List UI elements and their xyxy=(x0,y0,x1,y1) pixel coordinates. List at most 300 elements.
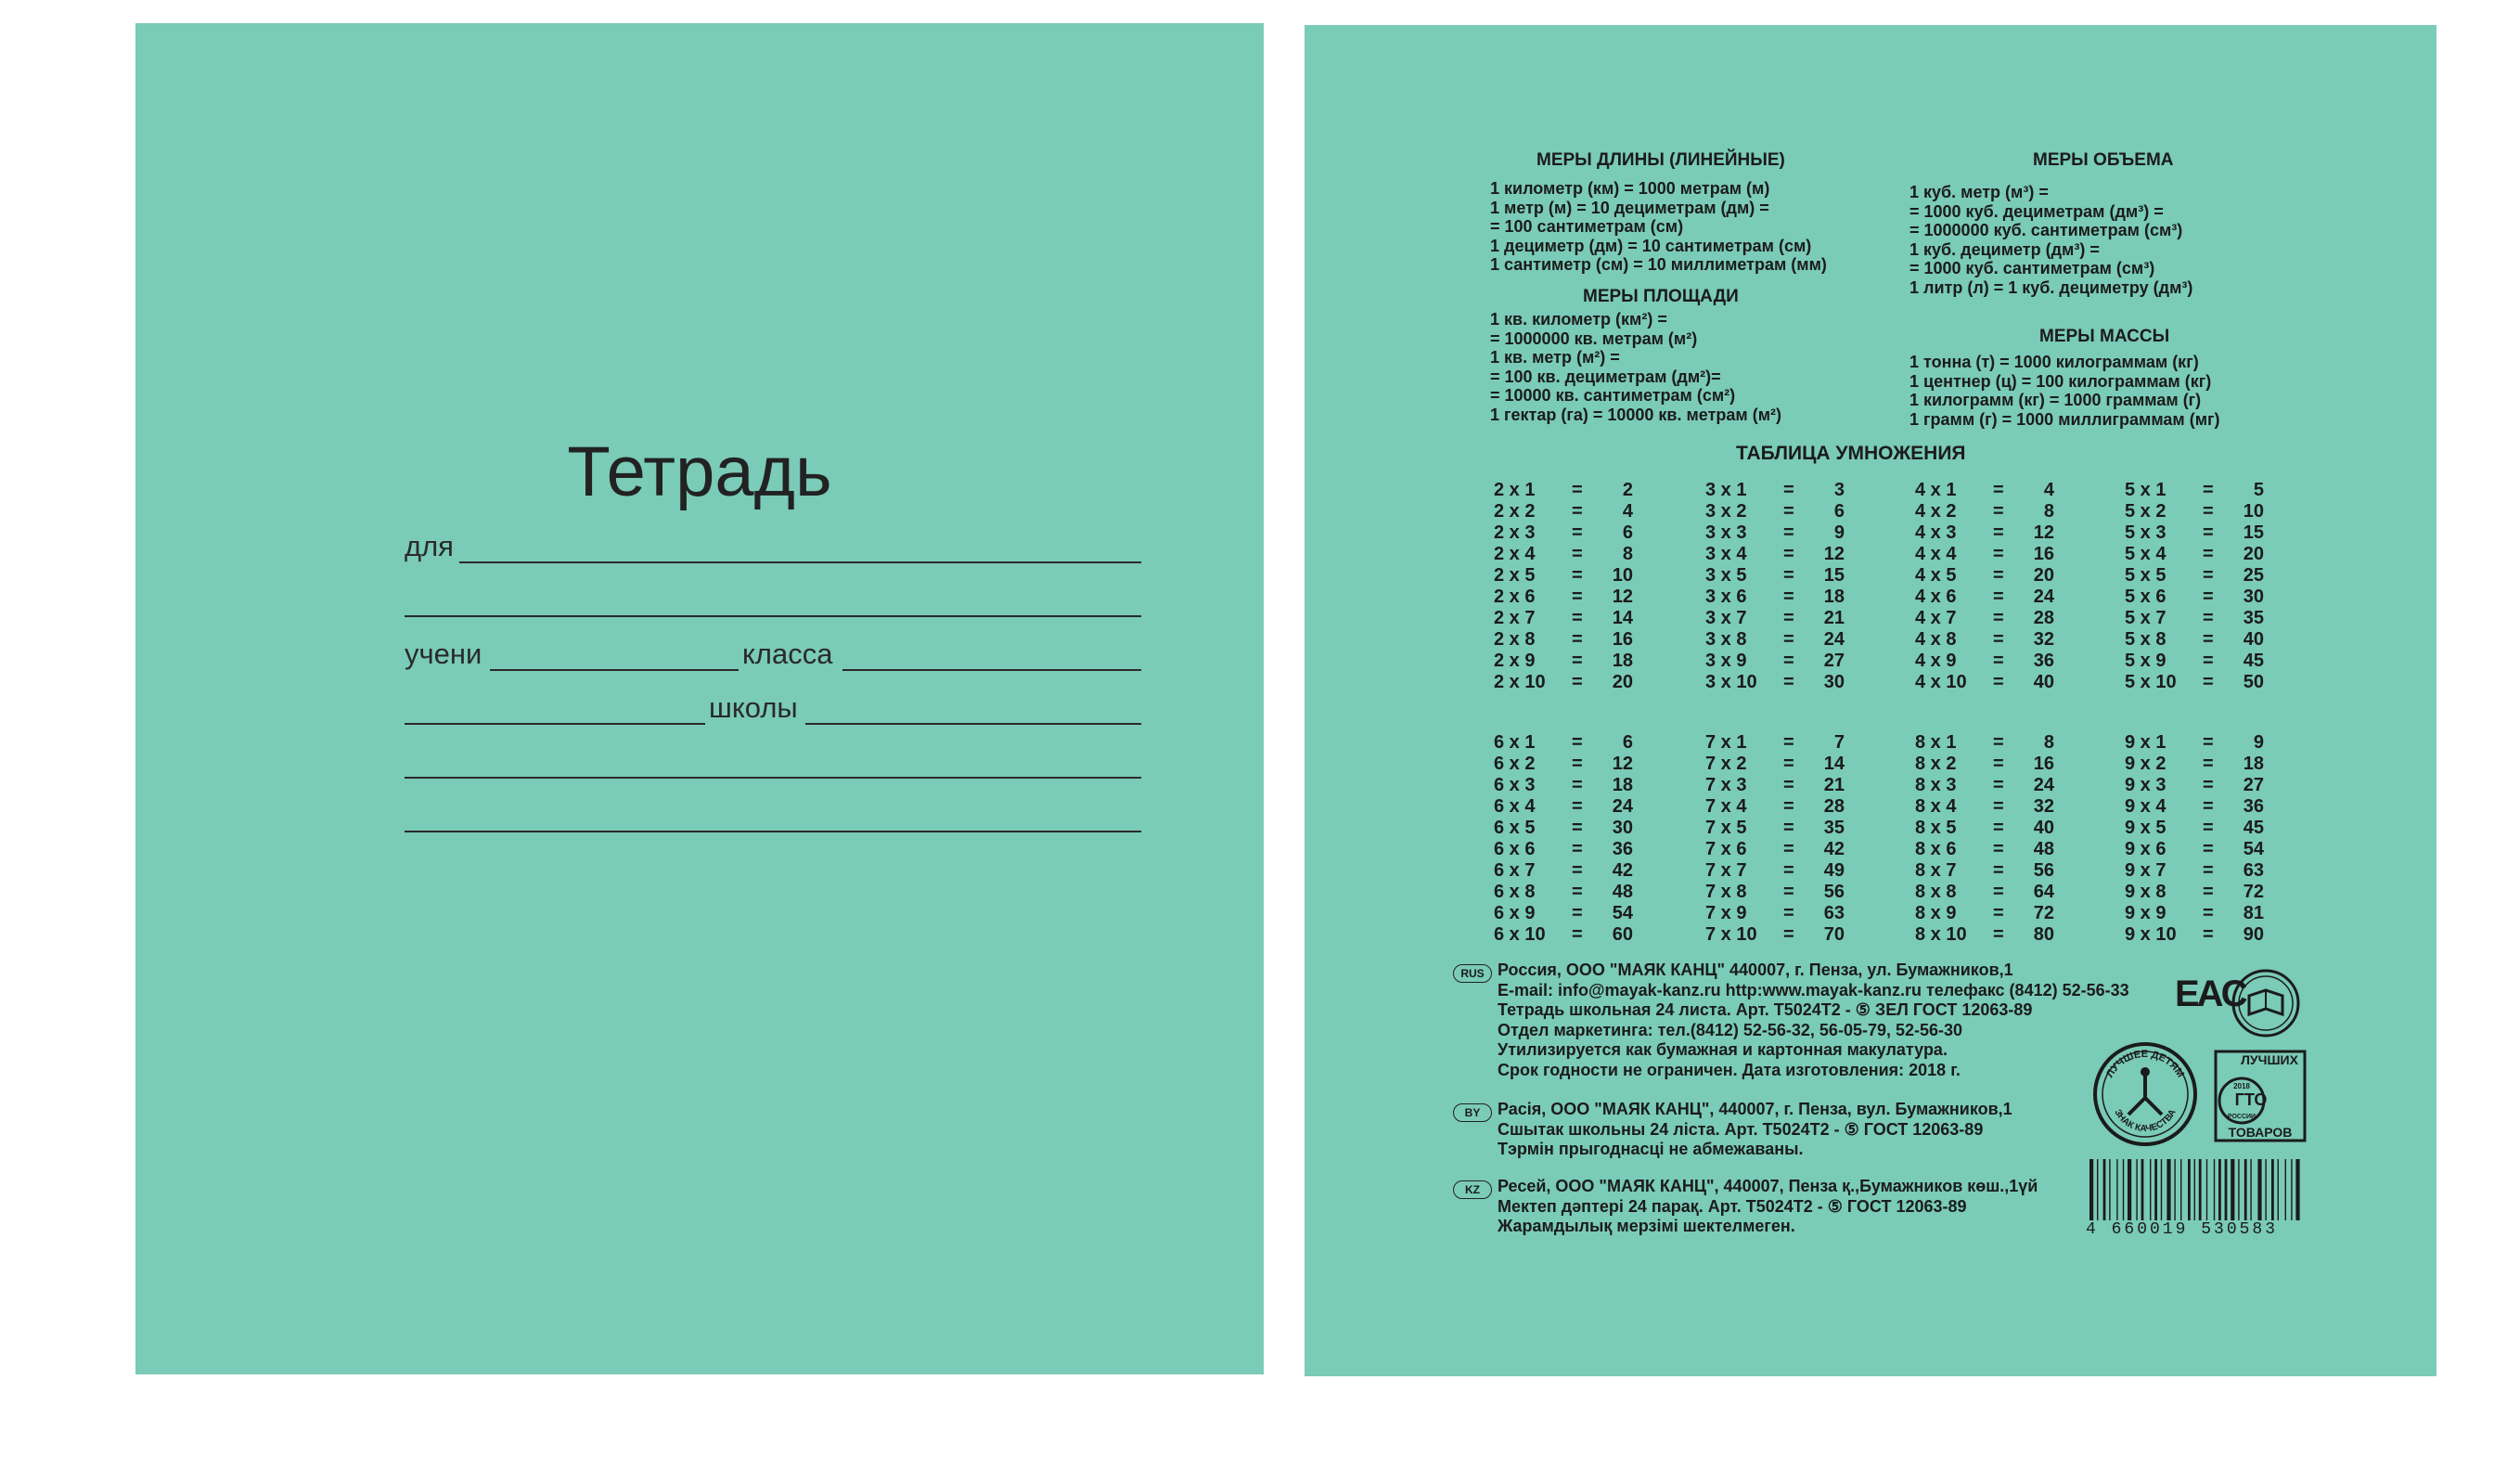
barcode-bar xyxy=(2265,1159,2266,1220)
equals-sign: = xyxy=(1993,565,2004,586)
multiplication-expression: 2 x 2 xyxy=(1494,501,1536,522)
equals-sign: = xyxy=(1783,480,1794,500)
kz-line: Ресей, ООО "МАЯК КАНЦ", 440007, Пенза қ.,Бумажников көш.,1үй xyxy=(1498,1177,2038,1195)
equals-sign: = xyxy=(1572,818,1583,838)
multiplication-result: 36 xyxy=(2033,651,2054,671)
equals-sign: = xyxy=(1993,501,2004,522)
equals-sign: = xyxy=(1993,882,2004,902)
equals-sign: = xyxy=(2203,903,2214,923)
equals-sign: = xyxy=(2203,672,2214,692)
barcode-bar xyxy=(2141,1159,2144,1220)
multiplication-result: 9 xyxy=(1833,522,1845,543)
multiplication-expression: 6 x 10 xyxy=(1494,924,1546,945)
length-line: 1 сантиметр (см) = 10 миллиметрам (мм) xyxy=(1490,255,1827,274)
multiplication-result: 60 xyxy=(1612,924,1633,945)
multiplication-result: 4 xyxy=(1622,501,1633,522)
barcode-bar xyxy=(2089,1159,2093,1220)
multiplication-row xyxy=(1494,544,1633,565)
multiplication-row xyxy=(1705,651,1845,672)
equals-sign: = xyxy=(1572,565,1583,586)
multiplication-row xyxy=(1494,651,1633,672)
barcode-bar xyxy=(2123,1159,2124,1220)
multiplication-result: 28 xyxy=(1823,796,1845,817)
multiplication-row xyxy=(1915,754,2054,775)
equals-sign: = xyxy=(1783,651,1794,671)
equals-sign: = xyxy=(1783,629,1794,650)
country-tag-rus: RUS xyxy=(1453,964,1492,983)
barcode-bar xyxy=(2103,1159,2106,1220)
equals-sign: = xyxy=(2203,754,2214,774)
multiplication-expression: 6 x 5 xyxy=(1494,818,1536,838)
equals-sign: = xyxy=(1572,629,1583,650)
equals-sign: = xyxy=(1783,565,1794,586)
rus-line: Тетрадь школьная 24 листа. Арт. Т5024Т2 - ⑤ ЗЕЛ ГОСТ 12063-89 xyxy=(1498,1000,2033,1019)
badge-children-bottom: ЗНАК КАЧЕСТВА xyxy=(2112,1107,2179,1135)
multiplication-expression: 2 x 5 xyxy=(1494,565,1536,586)
multiplication-row xyxy=(2125,544,2264,565)
multiplication-row xyxy=(2125,672,2264,693)
multiplication-expression: 8 x 10 xyxy=(1915,924,1967,945)
multiplication-result: 27 xyxy=(2243,775,2264,795)
multiplication-expression: 7 x 2 xyxy=(1705,754,1747,774)
multiplication-row xyxy=(2125,903,2264,924)
multiplication-row xyxy=(1494,587,1633,608)
multiplication-expression: 8 x 7 xyxy=(1915,860,1957,881)
mass-line: 1 килограмм (кг) = 1000 граммам (г) xyxy=(1909,391,2202,409)
area-line: 1 кв. километр (км²) = xyxy=(1490,310,1667,329)
multiplication-row xyxy=(1915,565,2054,587)
equals-sign: = xyxy=(1993,796,2004,817)
multiplication-expression: 3 x 7 xyxy=(1705,608,1747,628)
multiplication-result: 6 xyxy=(1833,501,1845,522)
multiplication-result: 35 xyxy=(1823,818,1845,838)
multiplication-expression: 5 x 10 xyxy=(2125,672,2177,692)
multiplication-row xyxy=(2125,629,2264,651)
badge-center-text: ГТО xyxy=(2234,1090,2268,1109)
multiplication-expression: 8 x 6 xyxy=(1915,839,1957,859)
multiplication-row xyxy=(2125,924,2264,946)
equals-sign: = xyxy=(1572,903,1583,923)
barcode-bar xyxy=(2136,1159,2137,1220)
multiplication-expression: 4 x 1 xyxy=(1915,480,1957,500)
volume-title: МЕРЫ ОБЪЕМА xyxy=(2033,150,2174,170)
kz-line: Мектеп дәптері 24 парақ. Арт. Т5024Т2 - ⑤ ГОСТ 12063-89 xyxy=(1498,1196,1967,1216)
equals-sign: = xyxy=(1783,672,1794,692)
write-line[interactable] xyxy=(405,723,705,725)
equals-sign: = xyxy=(1572,544,1583,564)
equals-sign: = xyxy=(1572,775,1583,795)
by-line: Сшытак школьны 24 ліста. Арт. Т5024Т2 - ⑤ ГОСТ 12063-89 xyxy=(1498,1119,1984,1139)
rus-line: E-mail: info@mayak-kanz.ru http:www.mayak-kanz.ru телефакс (8412) 52-56-33 xyxy=(1498,980,2129,999)
multiplication-column xyxy=(1915,480,2054,693)
multiplication-expression: 4 x 9 xyxy=(1915,651,1957,671)
multiplication-result: 30 xyxy=(1612,818,1633,838)
multiplication-result: 21 xyxy=(1823,608,1845,628)
barcode-bar xyxy=(2238,1159,2239,1220)
barcode-bar xyxy=(2271,1159,2274,1220)
form-row-student-class xyxy=(405,639,1141,677)
by-line: Тэрмін прыгоднасці не абмежаваны. xyxy=(1498,1140,1804,1158)
multiplication-expression: 2 x 6 xyxy=(1494,587,1536,607)
multiplication-row xyxy=(1915,501,2054,522)
multiplication-expression: 2 x 10 xyxy=(1494,672,1546,692)
form-row-school xyxy=(405,693,1141,730)
multiplication-row xyxy=(1494,629,1633,651)
multiplication-result: 72 xyxy=(2243,882,2264,902)
multiplication-expression: 7 x 5 xyxy=(1705,818,1747,838)
area-line: 1 гектар (га) = 10000 кв. метрам (м²) xyxy=(1490,405,1782,424)
equals-sign: = xyxy=(1572,672,1583,692)
multiplication-column xyxy=(1705,732,1845,946)
multiplication-row xyxy=(1494,924,1633,946)
best-goods-badge-icon xyxy=(2214,1050,2307,1142)
barcode-bar xyxy=(2166,1159,2170,1220)
multiplication-expression: 3 x 6 xyxy=(1705,587,1747,607)
multiplication-result: 30 xyxy=(2243,587,2264,607)
equals-sign: = xyxy=(2203,608,2214,628)
multiplication-row xyxy=(1915,651,2054,672)
multiplication-title: ТАБЛИЦА УМНОЖЕНИЯ xyxy=(1736,443,1966,464)
write-line[interactable] xyxy=(842,669,1141,671)
multiplication-expression: 6 x 6 xyxy=(1494,839,1536,859)
multiplication-result: 90 xyxy=(2243,924,2264,945)
multiplication-result: 12 xyxy=(1612,587,1633,607)
equals-sign: = xyxy=(1993,629,2004,650)
multiplication-result: 72 xyxy=(2033,903,2054,923)
multiplication-expression: 2 x 3 xyxy=(1494,522,1536,543)
form-row-blank-2 xyxy=(405,747,1141,784)
multiplication-result: 48 xyxy=(2033,839,2054,859)
barcode-icon xyxy=(2086,1159,2305,1220)
multiplication-expression: 8 x 3 xyxy=(1915,775,1957,795)
multiplication-result: 16 xyxy=(2033,754,2054,774)
multiplication-expression: 4 x 7 xyxy=(1915,608,1957,628)
multiplication-row xyxy=(1705,818,1845,839)
rus-line: Отдел маркетинга: тел.(8412) 52-56-32, 56-05-79, 52-56-30 xyxy=(1498,1020,1963,1039)
equals-sign: = xyxy=(1783,544,1794,564)
equals-sign: = xyxy=(1783,796,1794,817)
multiplication-result: 21 xyxy=(1823,775,1845,795)
equals-sign: = xyxy=(2203,565,2214,586)
multiplication-row xyxy=(1915,796,2054,818)
book-seal-icon xyxy=(2231,968,2301,1038)
multiplication-result: 16 xyxy=(1612,629,1633,650)
multiplication-row xyxy=(1705,839,1845,860)
multiplication-row xyxy=(1705,501,1845,522)
equals-sign: = xyxy=(1572,839,1583,859)
equals-sign: = xyxy=(1993,903,2004,923)
multiplication-expression: 4 x 6 xyxy=(1915,587,1957,607)
multiplication-result: 8 xyxy=(2043,732,2054,753)
equals-sign: = xyxy=(1993,924,2004,945)
multiplication-expression: 5 x 6 xyxy=(2125,587,2166,607)
multiplication-row xyxy=(1915,775,2054,796)
multiplication-expression: 3 x 5 xyxy=(1705,565,1747,586)
barcode-bar xyxy=(2218,1159,2221,1220)
barcode-bar xyxy=(2225,1159,2228,1220)
multiplication-result: 20 xyxy=(2243,544,2264,564)
multiplication-expression: 7 x 6 xyxy=(1705,839,1747,859)
multiplication-row xyxy=(1915,608,2054,629)
multiplication-result: 48 xyxy=(1612,882,1633,902)
volume-line: 1 литр (л) = 1 куб. дециметру (дм³) xyxy=(1909,277,2193,297)
multiplication-expression: 8 x 5 xyxy=(1915,818,1957,838)
barcode-bar xyxy=(2128,1159,2131,1220)
multiplication-row xyxy=(1915,672,2054,693)
multiplication-row xyxy=(2125,882,2264,903)
equals-sign: = xyxy=(2203,544,2214,564)
multiplication-result: 18 xyxy=(1612,651,1633,671)
multiplication-row xyxy=(1705,775,1845,796)
equals-sign: = xyxy=(1783,903,1794,923)
equals-sign: = xyxy=(2203,924,2214,945)
barcode-bar xyxy=(2097,1159,2098,1220)
equals-sign: = xyxy=(1783,839,1794,859)
mass-line: 1 тонна (т) = 1000 килограммам (кг) xyxy=(1909,353,2199,371)
multiplication-row xyxy=(2125,732,2264,754)
multiplication-expression: 9 x 8 xyxy=(2125,882,2166,902)
multiplication-expression: 3 x 4 xyxy=(1705,544,1747,564)
multiplication-expression: 2 x 4 xyxy=(1494,544,1536,564)
multiplication-result: 4 xyxy=(2043,480,2054,500)
kz-info xyxy=(1498,1177,2038,1237)
barcode-bar xyxy=(2180,1159,2181,1220)
multiplication-row xyxy=(1494,608,1633,629)
multiplication-result: 54 xyxy=(1612,903,1633,923)
multiplication-expression: 5 x 8 xyxy=(2125,629,2166,650)
multiplication-result: 70 xyxy=(1823,924,1845,945)
multiplication-result: 6 xyxy=(1622,732,1633,753)
equals-sign: = xyxy=(2203,651,2214,671)
barcode-digits: 4 660019 530583 xyxy=(2086,1220,2279,1239)
multiplication-result: 20 xyxy=(1612,672,1633,692)
multiplication-row xyxy=(1494,522,1633,544)
multiplication-row xyxy=(1915,732,2054,754)
multiplication-result: 15 xyxy=(1823,565,1845,586)
equals-sign: = xyxy=(2203,732,2214,753)
by-info xyxy=(1498,1100,2012,1160)
mass-block xyxy=(1909,353,2220,429)
write-line[interactable] xyxy=(405,831,1141,832)
barcode-bar xyxy=(2250,1159,2251,1220)
badge-bottom-text: ТОВАРОВ xyxy=(2228,1125,2293,1140)
write-line[interactable] xyxy=(405,615,1141,617)
label-student: учени xyxy=(405,638,482,670)
equals-sign: = xyxy=(1572,796,1583,817)
multiplication-result: 36 xyxy=(2243,796,2264,817)
equals-sign: = xyxy=(1993,860,2004,881)
label-school: школы xyxy=(709,691,798,724)
equals-sign: = xyxy=(1783,754,1794,774)
multiplication-expression: 7 x 10 xyxy=(1705,924,1757,945)
equals-sign: = xyxy=(1993,775,2004,795)
multiplication-expression: 5 x 3 xyxy=(2125,522,2166,543)
multiplication-result: 12 xyxy=(1823,544,1845,564)
volume-line: 1 куб. метр (м³) = xyxy=(1909,183,2049,201)
multiplication-row xyxy=(1705,882,1845,903)
multiplication-expression: 3 x 2 xyxy=(1705,501,1747,522)
equals-sign: = xyxy=(1572,651,1583,671)
volume-line: 1 куб. дециметр (дм³) = xyxy=(1909,239,2100,259)
multiplication-result: 27 xyxy=(1823,651,1845,671)
multiplication-row xyxy=(1705,796,1845,818)
equals-sign: = xyxy=(1783,608,1794,628)
multiplication-row xyxy=(1915,480,2054,501)
equals-sign: = xyxy=(1993,672,2004,692)
multiplication-row xyxy=(1705,608,1845,629)
volume-line: = 1000000 куб. сантиметрам (см³) xyxy=(1909,221,2183,239)
equals-sign: = xyxy=(1783,775,1794,795)
equals-sign: = xyxy=(1993,651,2004,671)
barcode-bar xyxy=(2150,1159,2151,1220)
equals-sign: = xyxy=(2203,480,2214,500)
multiplication-result: 24 xyxy=(2033,587,2054,607)
equals-sign: = xyxy=(1993,732,2004,753)
multiplication-row xyxy=(2125,501,2264,522)
multiplication-result: 9 xyxy=(2253,732,2264,753)
equals-sign: = xyxy=(1993,608,2004,628)
multiplication-row xyxy=(1915,818,2054,839)
multiplication-result: 10 xyxy=(1612,565,1633,586)
multiplication-expression: 9 x 3 xyxy=(2125,775,2166,795)
multiplication-row xyxy=(1705,754,1845,775)
multiplication-row xyxy=(1915,587,2054,608)
multiplication-row xyxy=(2125,587,2264,608)
badge-year-text: 2018 xyxy=(2233,1082,2250,1090)
multiplication-result: 40 xyxy=(2243,629,2264,650)
multiplication-row xyxy=(1705,672,1845,693)
barcode-bar xyxy=(2278,1159,2279,1220)
multiplication-expression: 8 x 9 xyxy=(1915,903,1957,923)
multiplication-expression: 2 x 8 xyxy=(1494,629,1536,650)
multiplication-row xyxy=(1915,839,2054,860)
multiplication-expression: 3 x 9 xyxy=(1705,651,1747,671)
multiplication-expression: 6 x 7 xyxy=(1494,860,1536,881)
badge-top-text: ЛУЧШИХ xyxy=(2241,1052,2298,1067)
multiplication-expression: 4 x 10 xyxy=(1915,672,1967,692)
equals-sign: = xyxy=(1783,587,1794,607)
equals-sign: = xyxy=(1572,860,1583,881)
multiplication-column xyxy=(2125,732,2264,946)
multiplication-row xyxy=(1705,860,1845,882)
multiplication-row xyxy=(2125,754,2264,775)
by-line: Расія, ООО "МАЯК КАНЦ", 440007, г. Пенза, вул. Бумажников,1 xyxy=(1498,1100,2012,1118)
barcode-bar xyxy=(2244,1159,2247,1220)
multiplication-expression: 2 x 1 xyxy=(1494,480,1536,500)
volume-block xyxy=(1909,183,2192,297)
multiplication-result: 12 xyxy=(2033,522,2054,543)
barcode-bar xyxy=(2257,1159,2261,1220)
equals-sign: = xyxy=(2203,501,2214,522)
multiplication-expression: 4 x 8 xyxy=(1915,629,1957,650)
multiplication-row xyxy=(1494,732,1633,754)
multiplication-column xyxy=(1705,480,1845,693)
multiplication-expression: 2 x 7 xyxy=(1494,608,1536,628)
multiplication-result: 24 xyxy=(2033,775,2054,795)
multiplication-expression: 5 x 2 xyxy=(2125,501,2166,522)
equals-sign: = xyxy=(1572,480,1583,500)
equals-sign: = xyxy=(1783,924,1794,945)
length-line: 1 дециметр (дм) = 10 сантиметрам (см) xyxy=(1490,236,1812,255)
length-line: = 100 сантиметрам (см) xyxy=(1490,217,1684,236)
multiplication-expression: 3 x 3 xyxy=(1705,522,1747,543)
multiplication-row xyxy=(1705,924,1845,946)
equals-sign: = xyxy=(1572,501,1583,522)
multiplication-row xyxy=(2125,818,2264,839)
equals-sign: = xyxy=(2203,860,2214,881)
rus-line: Россия, ООО "МАЯК КАНЦ" 440007, г. Пенза, ул. Бумажников,1 xyxy=(1498,961,2013,979)
multiplication-row xyxy=(1705,522,1845,544)
eac-mark-icon: EAC xyxy=(2175,974,2245,1014)
multiplication-row xyxy=(2125,565,2264,587)
multiplication-expression: 9 x 2 xyxy=(2125,754,2166,774)
mass-line: 1 центнер (ц) = 100 килограммам (кг) xyxy=(1909,371,2212,391)
multiplication-row xyxy=(2125,480,2264,501)
multiplication-row xyxy=(1705,732,1845,754)
multiplication-expression: 5 x 1 xyxy=(2125,480,2166,500)
equals-sign: = xyxy=(1572,522,1583,543)
write-line[interactable] xyxy=(459,561,1141,563)
equals-sign: = xyxy=(1993,818,2004,838)
form-row-blank-1 xyxy=(405,586,1141,623)
form-row-blank-3 xyxy=(405,801,1141,838)
length-title: МЕРЫ ДЛИНЫ (ЛИНЕЙНЫЕ) xyxy=(1536,150,1785,170)
mass-title: МЕРЫ МАССЫ xyxy=(2039,327,2170,346)
multiplication-result: 49 xyxy=(1823,860,1845,881)
multiplication-column xyxy=(2125,480,2264,693)
badge-country-text: РОССИИ xyxy=(2227,1114,2256,1120)
equals-sign: = xyxy=(2203,587,2214,607)
length-line: 1 метр (м) = 10 дециметрам (дм) = xyxy=(1490,198,1769,217)
kz-line: Жарамдылық мерзімі шектелмеген. xyxy=(1498,1217,1795,1235)
barcode-bar xyxy=(2291,1159,2292,1220)
multiplication-result: 32 xyxy=(2033,629,2054,650)
multiplication-expression: 7 x 7 xyxy=(1705,860,1747,881)
multiplication-expression: 9 x 4 xyxy=(2125,796,2166,817)
front-cover xyxy=(135,23,1264,1374)
multiplication-row xyxy=(1494,565,1633,587)
multiplication-row xyxy=(2125,775,2264,796)
multiplication-result: 40 xyxy=(2033,818,2054,838)
barcode-bar xyxy=(2109,1159,2110,1220)
multiplication-result: 2 xyxy=(1622,480,1633,500)
multiplication-row xyxy=(1705,903,1845,924)
multiplication-result: 28 xyxy=(2033,608,2054,628)
equals-sign: = xyxy=(1783,860,1794,881)
equals-sign: = xyxy=(2203,882,2214,902)
barcode-bar xyxy=(2231,1159,2234,1220)
multiplication-result: 63 xyxy=(2243,860,2264,881)
write-line[interactable] xyxy=(805,723,1141,725)
label-for: для xyxy=(405,530,454,562)
mass-line: 1 грамм (г) = 1000 миллиграммам (мг) xyxy=(1909,409,2220,429)
multiplication-expression: 3 x 10 xyxy=(1705,672,1757,692)
write-line[interactable] xyxy=(405,777,1141,779)
multiplication-result: 56 xyxy=(2033,860,2054,881)
equals-sign: = xyxy=(1572,882,1583,902)
multiplication-expression: 5 x 7 xyxy=(2125,608,2166,628)
multiplication-result: 6 xyxy=(1622,522,1633,543)
write-line[interactable] xyxy=(490,669,739,671)
multiplication-expression: 4 x 2 xyxy=(1915,501,1957,522)
equals-sign: = xyxy=(1572,732,1583,753)
multiplication-row xyxy=(1494,818,1633,839)
multiplication-expression: 5 x 4 xyxy=(2125,544,2166,564)
multiplication-result: 35 xyxy=(2243,608,2264,628)
multiplication-result: 10 xyxy=(2243,501,2264,522)
multiplication-result: 42 xyxy=(1612,860,1633,881)
multiplication-expression: 9 x 5 xyxy=(2125,818,2166,838)
